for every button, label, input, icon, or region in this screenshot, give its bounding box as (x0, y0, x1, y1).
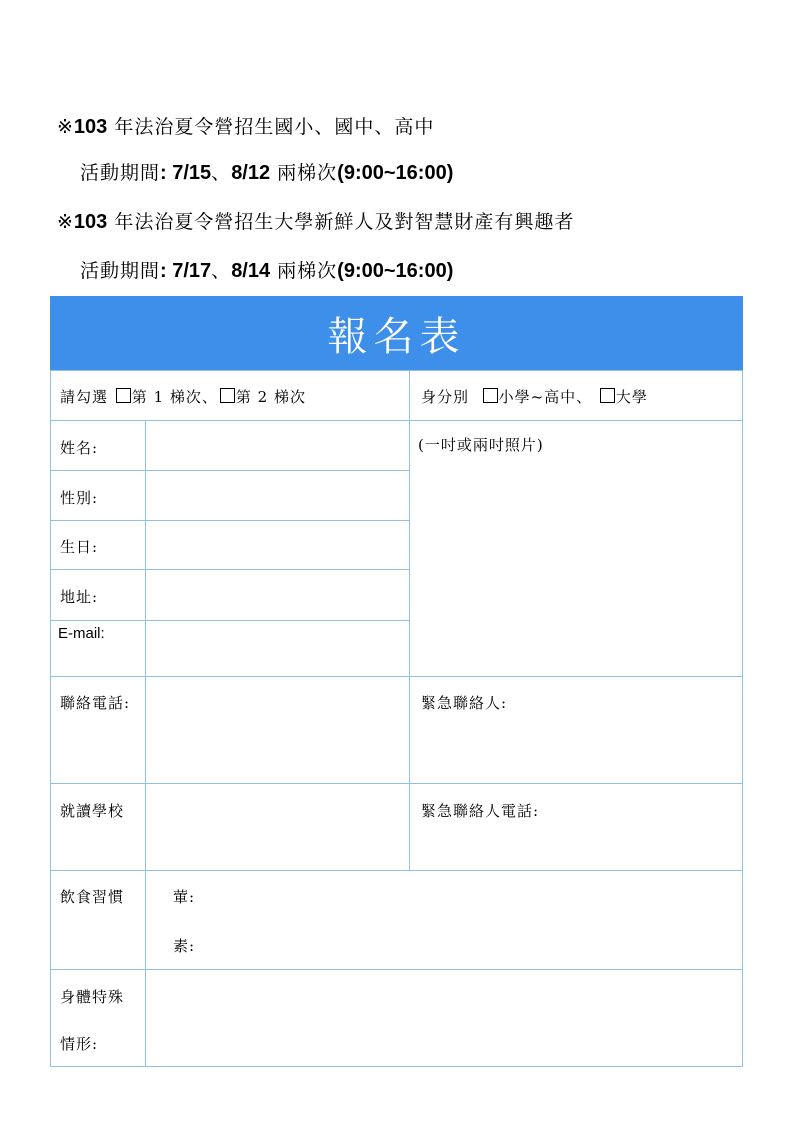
diet-label: 飲食習慣 (60, 888, 125, 906)
session-2-label: 第 2 梯次 (235, 388, 306, 406)
birthday-field[interactable] (145, 520, 410, 570)
registration-form (50, 296, 743, 1067)
school-field[interactable] (145, 783, 410, 871)
address-label-cell (50, 569, 146, 621)
emergency-phone-label: 緊急聯絡人電話: (421, 802, 540, 820)
emergency-contact-cell[interactable] (409, 676, 743, 784)
period-time: (9:00~16:00) (337, 162, 454, 184)
identity-select-cell (409, 370, 743, 421)
period-sessions: 兩梯次 (270, 162, 338, 184)
gender-label: 性別: (60, 489, 99, 507)
photo-note: (一吋或兩吋照片) (418, 436, 544, 454)
camp-description: 年法治夏令營招生大學新鮮人及對智慧財產有興趣者 (107, 211, 575, 233)
period-separator: 、 (211, 162, 232, 184)
health-label-line1: 身體特殊 (60, 988, 125, 1006)
period-date-2: 8/14 (231, 260, 271, 282)
camp-period-line-1 (80, 158, 453, 185)
emergency-contact-label: 緊急聯絡人: (421, 694, 508, 712)
birthday-label: 生日: (60, 538, 99, 556)
diet-label-cell (50, 870, 146, 970)
period-date-1: : 7/17 (160, 260, 212, 282)
identity-university-checkbox[interactable] (600, 388, 615, 403)
address-field[interactable] (145, 569, 410, 621)
email-label-cell (50, 620, 146, 677)
phone-label-cell (50, 676, 146, 784)
identity-school-label: 小學~高中、 (498, 388, 593, 406)
camp-line-university (57, 207, 574, 234)
name-label-cell (50, 420, 146, 471)
period-date-1: : 7/15 (160, 162, 212, 184)
identity-school-checkbox[interactable] (483, 388, 498, 403)
birthday-label-cell (50, 520, 146, 570)
gender-label-cell (50, 470, 146, 521)
session-select-cell (50, 370, 410, 421)
phone-field[interactable] (145, 676, 410, 784)
address-label: 地址: (60, 588, 99, 606)
health-field[interactable] (145, 969, 743, 1067)
school-label-cell (50, 783, 146, 871)
session-2-checkbox[interactable] (220, 388, 235, 403)
period-label: 活動期間 (80, 260, 161, 282)
session-prompt: 請勾選 (60, 388, 109, 406)
email-field[interactable] (145, 620, 410, 677)
diet-veg-label: 素: (173, 937, 196, 955)
camp-line-elementary-high (57, 112, 434, 139)
reference-mark: ※ (57, 211, 74, 233)
name-field[interactable] (145, 420, 410, 471)
photo-cell (409, 420, 743, 677)
health-label-line2: 情形: (60, 1035, 99, 1053)
camp-period-line-2 (80, 256, 453, 283)
email-label: E-mail: (58, 625, 105, 642)
period-label: 活動期間 (80, 162, 161, 184)
identity-university-label: 大學 (615, 388, 648, 406)
camp-description: 年法治夏令營招生國小、國中、高中 (107, 116, 435, 138)
period-sessions: 兩梯次 (270, 260, 338, 282)
diet-meat-label: 葷: (173, 888, 196, 906)
health-label-cell (50, 969, 146, 1067)
diet-field[interactable] (145, 870, 743, 970)
period-separator: 、 (211, 260, 232, 282)
school-label: 就讀學校 (60, 802, 125, 820)
identity-prompt: 身分別 (421, 388, 470, 406)
form-title: 報名表 (50, 296, 743, 370)
camp-year: 103 (73, 211, 108, 233)
session-1-checkbox[interactable] (116, 388, 131, 403)
camp-year: 103 (73, 116, 108, 138)
reference-mark: ※ (57, 116, 74, 138)
period-date-2: 8/12 (231, 162, 271, 184)
session-1-label: 第 1 梯次、 (131, 388, 218, 406)
gender-field[interactable] (145, 470, 410, 521)
period-time: (9:00~16:00) (337, 260, 454, 282)
phone-label: 聯絡電話: (60, 694, 131, 712)
emergency-phone-cell[interactable] (409, 783, 743, 871)
name-label: 姓名: (60, 439, 99, 457)
